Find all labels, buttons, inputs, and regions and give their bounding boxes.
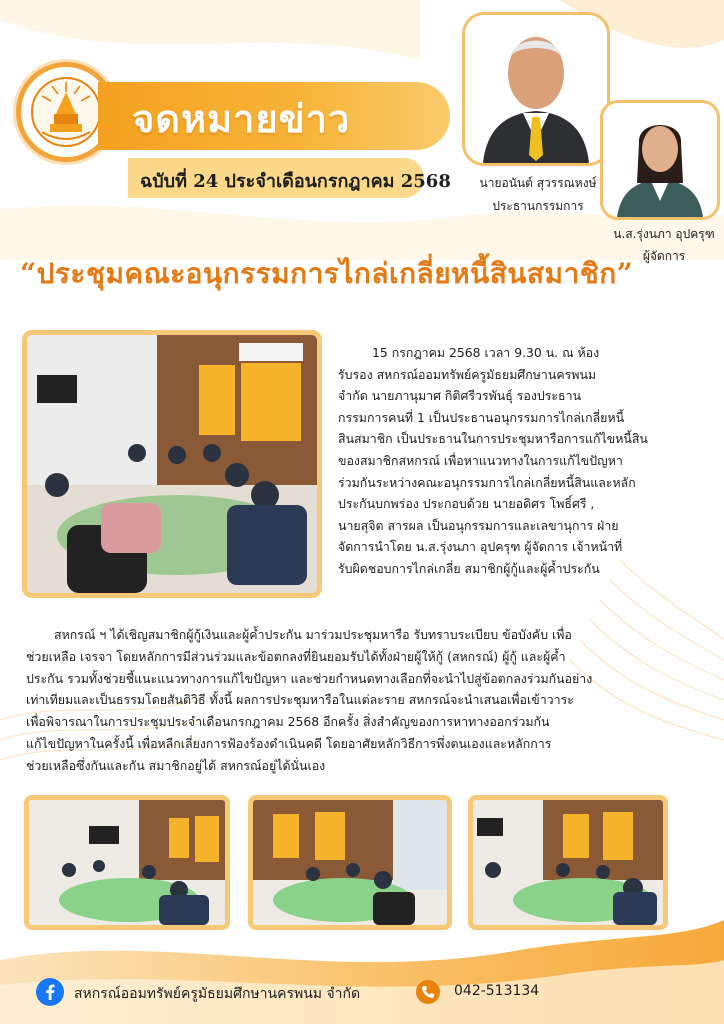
chairman-caption xyxy=(454,174,622,216)
intro-line: รับรอง สหกรณ์ออมทรัพย์ครูมัธยมศึกษานครพนม xyxy=(338,366,597,382)
body-line: เท่าเทียมและเป็นธรรมโดยสันติวิธี ทั้งนี้ ผลการประชุมหารือในแต่ละราย สหกรณ์จะนำเสนอเพื่อเข้าวาระ xyxy=(26,692,574,708)
intro-line: ของสมาชิกสหกรณ์ เพื่อหาแนวทางในการแก้ไขปัญหา xyxy=(338,452,623,468)
body-line: เพื่อพิจารณาในการประชุมประจำเดือนกรกฎาคม 2568 อีกครั้ง สิ่งสำคัญของการหาทางออกร่วมกัน xyxy=(26,714,550,730)
chairman-name: นายอนันต์ สุวรรณหงษ์ xyxy=(479,176,597,190)
intro-line: ประกันบกพร่อง ประกอบด้วย นายอดิศร โพธิ์ศรี , xyxy=(338,496,595,512)
body-line: ช่วยเหลือ เจรจา โดยหลักการมีส่วนร่วมและข้อตกลงที่ยินยอมรับได้ทั้งฝ่ายผู้ให้กู้ (สหกรณ์) ผู้กู้ และผู้ค้ำ xyxy=(26,648,566,664)
manager-name: น.ส.รุ่งนภา อุปครุฑ xyxy=(613,227,715,241)
manager-title: ผู้จัดการ xyxy=(642,249,686,263)
meeting-photo-1 xyxy=(24,795,230,930)
chairman-photo xyxy=(462,12,610,166)
intro-line: รับผิดชอบการไกล่เกลี่ย สมาชิกผู้กู้และผู้ค้ำประกัน xyxy=(338,560,600,576)
intro-line: ร่วมกันระหว่างคณะอนุกรรมการไกล่เกลี่ยหนี้สินและหลัก xyxy=(338,474,636,490)
cooperative-seal-icon xyxy=(28,74,104,150)
newsletter-title: จดหมายข่าว xyxy=(132,97,351,141)
footer-org-name[interactable]: สหกรณ์ออมทรัพย์ครูมัธยมศึกษานครพนม จำกัด xyxy=(74,986,361,1002)
intro-line: กรรมการคนที่ 1 เป็นประธานอนุกรรมการไกล่เกลี่ยหนี้ xyxy=(338,409,625,425)
intro-line: 15 กรกฎาคม 2568 เวลา 9.30 น. ณ ห้อง xyxy=(372,345,600,360)
meeting-photo-3 xyxy=(468,795,668,930)
headline: “ประชุมคณะอนุกรรมการไกล่เกลี่ยหนี้สินสมาชิก” xyxy=(20,257,634,290)
article-intro xyxy=(338,342,714,580)
body-line: ช่วยเหลือซึ่งกันและกัน สมาชิกอยู่ได้ สหกรณ์อยู่ได้นั่นเอง xyxy=(26,757,326,773)
manager-photo xyxy=(600,100,720,220)
article-body xyxy=(26,624,702,777)
issue-label: ฉบับที่ 24 ประจำเดือนกรกฎาคม 2568 xyxy=(140,171,451,192)
facebook-icon[interactable] xyxy=(36,978,64,1006)
body-line: แก้ไขปัญหาในครั้งนี้ เพื่อหลีกเลี่ยงการฟ้องร้องดำเนินคดี โดยอาศัยหลักวิธีการพึ่งตนเองและหลักการ xyxy=(26,735,552,751)
meeting-photo-2 xyxy=(248,795,452,930)
main-meeting-photo xyxy=(22,330,322,598)
intro-line: สินสมาชิก เป็นประธานในการประชุมหารือการแก้ไขหนี้สิน xyxy=(338,431,648,447)
body-line: สหกรณ์ ฯ ได้เชิญสมาชิกผู้กู้เงินและผู้ค้ำประกัน มาร่วมประชุมหารือ รับทราบระเบียบ ข้อบังคับ เพื่อ xyxy=(54,627,572,642)
body-line: ประกัน รวมทั้งช่วยชี้แนะแนวทางการแก้ไขปัญหา และช่วยกำหนดทางเลือกที่จะนำไปสู่ข้อตกลงร่วมกันอย่าง xyxy=(26,670,593,686)
intro-line: นายสุจิต สารผล เป็นอนุกรรมการและเลขานุการ ฝ่าย xyxy=(338,517,619,533)
phone-icon xyxy=(416,980,440,1004)
intro-line: จัดการนำโดย น.ส.รุ่งนภา อุปครุฑ ผู้จัดการ เจ้าหน้าที่ xyxy=(338,539,623,555)
chairman-title: ประธานกรรมการ xyxy=(492,199,584,213)
intro-line: จำกัด นายภานุมาศ กิติศรีวรพันธุ์ รองประธาน xyxy=(338,388,582,404)
footer-phone[interactable]: 042-513134 xyxy=(454,983,540,999)
